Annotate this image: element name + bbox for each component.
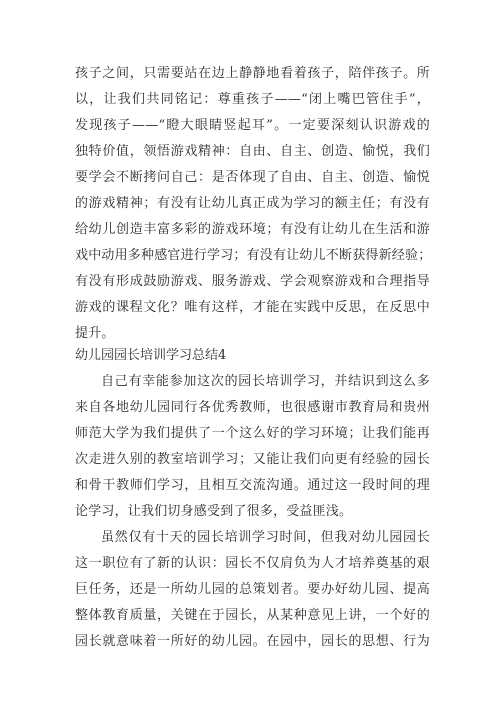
text-line: 戏中动用多种感官进行学习；有没有让幼儿不断获得新经验； [75,248,432,263]
paragraph-introduction [75,369,430,525]
text-line: 独特价值，领悟游戏精神：自由、自主、创造、愉悦，我们 [75,144,430,159]
text-line: 自己有幸能参加这次的园长培训学习，并结识到这么多 [101,374,430,389]
text-line: 虽然仅有十天的园长培训学习时间，但我对幼儿园园长 [101,530,430,545]
text-line: 师范大学为我们提供了一个这么好的学习环境；让我们能再 [75,426,430,441]
paragraph-reflection [75,61,430,347]
section-heading: 幼儿园园长培训学习总结4 [75,348,227,363]
paragraph-principal-role [75,525,430,655]
text-line: 园长就意味着一所好的幼儿园。在园中，园长的思想、行为 [75,634,430,649]
text-line: 整体教育质量，关键在于园长，从某种意见上讲，一个好的 [75,608,430,623]
text-line: 这一职位有了新的认识：园长不仅肩负为人才培养奠基的艰 [75,556,430,571]
text-line: 和骨干教师们学习，且相互交流沟通。通过这一段时间的理 [75,478,430,493]
text-line: 次走进久别的教室培训学习；又能让我们向更有经验的园长 [75,452,430,467]
text-line: 来自各地幼儿园同行各优秀教师，也很感谢市教育局和贵州 [75,400,430,415]
text-line: 要学会不断拷问自己：是否体现了自由、自主、创造、愉悦 [75,170,430,185]
text-line: 发现孩子——“瞪大眼睛竖起耳”。一定要深刻认识游戏的 [75,118,430,133]
text-line: 的游戏精神；有没有让幼儿真正成为学习的额主任；有没有 [75,196,430,211]
text-line: 以，让我们共同铭记：尊重孩子——“闭上嘴巴管住手”， [75,92,430,107]
text-line: 孩子之间，只需要站在边上静静地看着孩子，陪伴孩子。所 [75,66,430,81]
text-line: 巨任务，还是一所幼儿园的总策划者。要办好幼儿园、提高 [75,582,430,597]
text-line: 给幼儿创造丰富多彩的游戏环境；有没有让幼儿在生活和游 [75,222,430,237]
text-line: 论学习，让我们切身感受到了很多，受益匪浅。 [75,504,353,519]
text-line: 提升。 [75,326,115,341]
text-line: 有没有形成鼓励游戏、服务游戏、学会观察游戏和合理指导 [75,274,430,289]
text-line: 游戏的课程文化？唯有这样，才能在实践中反思，在反思中 [75,300,430,315]
